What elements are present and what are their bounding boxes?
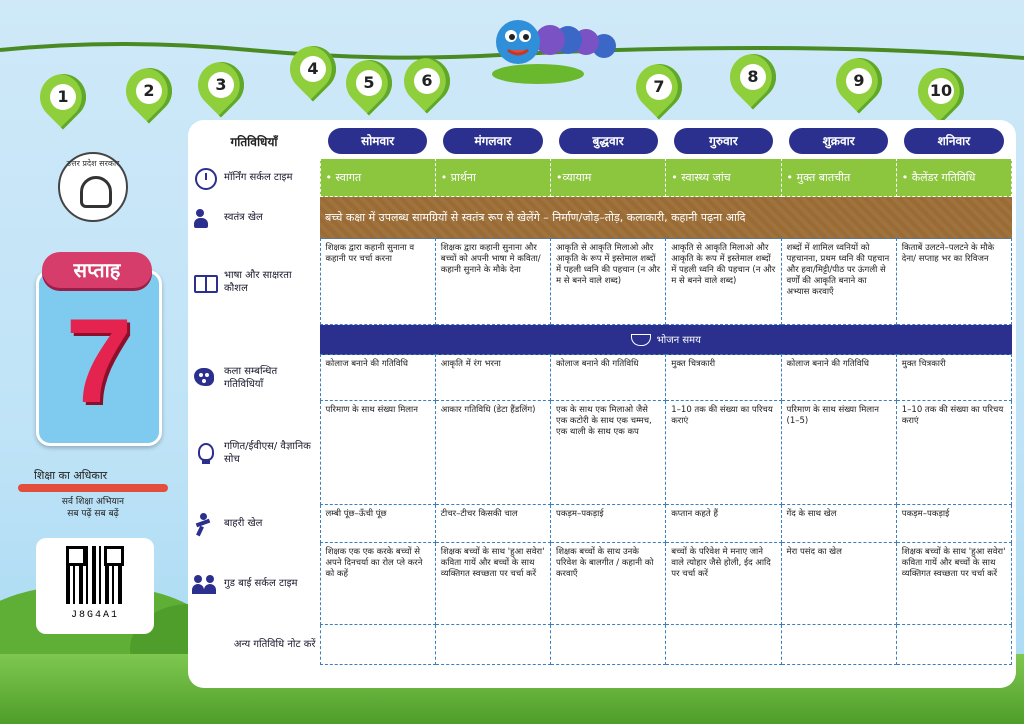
table-cell: शिक्षक द्वारा कहानी सुनाना व कहानी पर चर्चा करना — [320, 239, 435, 325]
notes-cell[interactable] — [666, 625, 781, 665]
palette-icon — [192, 366, 218, 390]
qr-card[interactable] — [36, 538, 154, 634]
notes-cell[interactable] — [435, 625, 550, 665]
leaf-number: 7 — [646, 74, 672, 100]
table-cell: गेंद के साथ खेल — [781, 505, 896, 543]
weekly-timetable — [188, 124, 1012, 665]
table-cell: शिक्षक बच्चों के साथ 'हुआ सवेरा' कविता गायें और बच्चों के साथ व्यक्तिगत स्वच्छता पर चर्चा करें — [896, 543, 1011, 625]
row-label — [188, 197, 320, 239]
day-thursday: गुरुवार — [674, 128, 773, 154]
light-bulb-icon — [192, 441, 218, 465]
table-cell: मुक्त चित्रकारी — [666, 355, 781, 401]
running-child-icon — [192, 512, 218, 536]
table-cell: मुक्त चित्रकारी — [896, 355, 1011, 401]
day-monday: सोमवार — [328, 128, 427, 154]
day-header — [320, 124, 435, 159]
table-cell: कोलाज बनाने की गतिविधि — [781, 355, 896, 401]
week-label: सप्ताह — [42, 252, 152, 288]
table-cell: आकृति में रंग भरना — [435, 355, 550, 401]
week-number: 7 — [65, 294, 133, 428]
row-label-text: गुड बाई सर्कल टाइम — [224, 578, 298, 589]
row-label — [188, 239, 320, 325]
table-cell: शिक्षक द्वारा कहानी सुनाना और बच्चों को अपनी भाषा मे कविता/कहानी सुनाने के मौके देना — [435, 239, 550, 325]
day-header — [551, 124, 666, 159]
row-label — [188, 159, 320, 197]
child-playing-icon — [192, 206, 218, 230]
table-cell: मेरा पसंद का खेल — [781, 543, 896, 625]
day-friday: शुक्रवार — [789, 128, 888, 154]
caterpillar-mascot — [478, 8, 618, 88]
activities-header — [188, 124, 320, 159]
table-cell: आकार गतिविधि (डेटा हैंडलिंग) — [435, 401, 550, 505]
table-cell: कप्तान कहते हैं — [666, 505, 781, 543]
row-label — [188, 543, 320, 625]
leaf-number: 1 — [50, 84, 76, 110]
leaf-number: 4 — [300, 56, 326, 82]
table-cell: शिक्षक एक एक करके बच्चों से अपने दिनचर्या का रोल प्ले करने को कहें — [320, 543, 435, 625]
goodbye-circle-row — [188, 543, 1012, 625]
table-cell: परिमाण के साथ संख्या मिलान — [320, 401, 435, 505]
notes-row — [188, 625, 1012, 665]
table-cell: आकृति से आकृति मिलाओ और आकृति के रूप में इस्तेमाल शब्दों में पहली ध्वनि की पहचान (न और म से बनने वाले शब्द) — [666, 239, 781, 325]
table-cell: • कैलेंडर गतिविधि — [896, 159, 1011, 197]
leaf-number: 6 — [414, 68, 440, 94]
art-activities-row — [188, 355, 1012, 401]
table-cell: कोलाज बनाने की गतिविधि — [320, 355, 435, 401]
outdoor-games-row — [188, 505, 1012, 543]
row-label — [188, 625, 320, 665]
row-label-text: स्वतंत्र खेल — [224, 212, 263, 223]
table-cell: लम्बी पूंछ–ऊँची पूंछ — [320, 505, 435, 543]
row-label-text: कला सम्बन्धित गतिविधियाँ — [224, 365, 278, 390]
row-label-text: मॉर्निंग सर्कल टाइम — [224, 172, 293, 183]
pencil-icon — [18, 484, 168, 492]
group-icon — [192, 572, 218, 596]
food-bowl-icon — [631, 334, 651, 346]
rte-line-1: सर्व शिक्षा अभियान — [61, 497, 125, 507]
header-row — [188, 124, 1012, 159]
notes-cell[interactable] — [896, 625, 1011, 665]
lunch-label: भोजन समय — [656, 334, 701, 346]
table-cell: •व्यायाम — [551, 159, 666, 197]
table-cell: टीचर–टीचर किसकी चाल — [435, 505, 550, 543]
table-cell: • प्रार्थना — [435, 159, 550, 197]
row-label-text: बाहरी खेल — [224, 518, 263, 529]
table-cell: किताबें उलटने–पलटने के मौके देना/ सप्ताह भर का रिविजन — [896, 239, 1011, 325]
day-saturday: शनिवार — [904, 128, 1003, 154]
table-cell: शब्दों में शामिल ध्वनियों को पहचानना, प्रथम ध्वनि की पहचान और हवा/मिट्टी/पीठ पर ऊंगली से वर्णों की आकृति बनाने का अभ्यास करवाएँ — [781, 239, 896, 325]
table-cell: पकड़म–पकड़ाई — [896, 505, 1011, 543]
leaf-number: 2 — [136, 78, 162, 104]
book-icon — [192, 270, 218, 294]
row-label-text: भाषा और साक्षरता कौशल — [224, 269, 292, 294]
week-card — [36, 270, 162, 446]
row-label-text: अन्य गतिविधि नोट करें — [233, 639, 316, 650]
clock-icon — [192, 166, 218, 190]
notes-cell[interactable] — [781, 625, 896, 665]
table-cell: बच्चों के परिवेश मे मनाए जाने वाले त्योहार जैसे होली, ईद आदि पर चर्चा करें — [666, 543, 781, 625]
leaf-number: 9 — [846, 68, 872, 94]
table-cell: एक के साथ एक मिलाओ जैसे एक कटोरी के साथ एक चम्मच, एक थाली के साथ एक कप — [551, 401, 666, 505]
rte-title: शिक्षा का अधिकार — [34, 469, 108, 482]
table-cell: 1–10 तक की संख्या का परिचय कराएं — [896, 401, 1011, 505]
table-cell: आकृति से आकृति मिलाओ और आकृति के रूप में इस्तेमाल शब्दों में पहली ध्वनि की पहचान (न और म से बनने वाले शब्द) — [551, 239, 666, 325]
qr-code-icon[interactable] — [66, 546, 124, 604]
day-header — [666, 124, 781, 159]
table-cell: • स्वास्थ्य जांच — [666, 159, 781, 197]
notes-cell[interactable] — [551, 625, 666, 665]
activities-header-label: गतिविधियाँ — [230, 134, 278, 149]
row-label — [188, 355, 320, 401]
notes-cell[interactable] — [320, 625, 435, 665]
day-header — [896, 124, 1011, 159]
table-cell: पकड़म–पकड़ाई — [551, 505, 666, 543]
language-literacy-row — [188, 239, 1012, 325]
day-header — [781, 124, 896, 159]
government-logo — [58, 152, 128, 222]
leaf-number: 3 — [208, 72, 234, 98]
leaf-number: 10 — [928, 78, 954, 104]
leaf-number: 5 — [356, 70, 382, 96]
table-cell: शिक्षक बच्चों के साथ 'हुआ सवेरा' कविता गायें और बच्चों के साथ व्यक्तिगत स्वच्छता पर चर्चा करें — [435, 543, 550, 625]
row-label-text: गणित/ईवीएस/ वैज्ञानिक सोच — [224, 440, 311, 465]
row-label — [188, 505, 320, 543]
lunch-row — [188, 325, 1012, 355]
row-label — [188, 401, 320, 505]
table-cell: कोलाज बनाने की गतिविधि — [551, 355, 666, 401]
lunch-band — [320, 325, 1012, 355]
table-cell: • स्वागत — [320, 159, 435, 197]
row-label — [188, 325, 320, 355]
table-cell: परिमाण के साथ संख्या मिलान (1–5) — [781, 401, 896, 505]
day-wednesday: बुद्धवार — [559, 128, 658, 154]
table-cell: • मुक्त बातचीत — [781, 159, 896, 197]
rte-subtitle — [48, 496, 138, 520]
math-science-row — [188, 401, 1012, 505]
logo-text: उत्तर प्रदेश सरकार — [66, 159, 120, 168]
day-tuesday: मंगलवार — [443, 128, 542, 154]
morning-circle-row — [188, 159, 1012, 197]
table-cell: 1–10 तक की संख्या का परिचय कराएं — [666, 401, 781, 505]
free-play-band: बच्चे कक्षा में उपलब्ध सामग्रियों से स्वतंत्र रूप से खेलेंगे – निर्माण/जोड़–तोड़, कलाकारी, कहानी पढ़ना आदि — [320, 197, 1012, 239]
qr-code-label: J8G4A1 — [70, 610, 119, 621]
day-header — [435, 124, 550, 159]
rte-line-2: सब पढ़ें सब बढ़ें — [67, 509, 119, 519]
table-cell: शिक्षक बच्चों के साथ उनके परिवेश के बालगीत / कहानी को करवाएँ — [551, 543, 666, 625]
free-play-row — [188, 197, 1012, 239]
leaf-number: 8 — [740, 64, 766, 90]
logo-emblem — [80, 176, 112, 208]
